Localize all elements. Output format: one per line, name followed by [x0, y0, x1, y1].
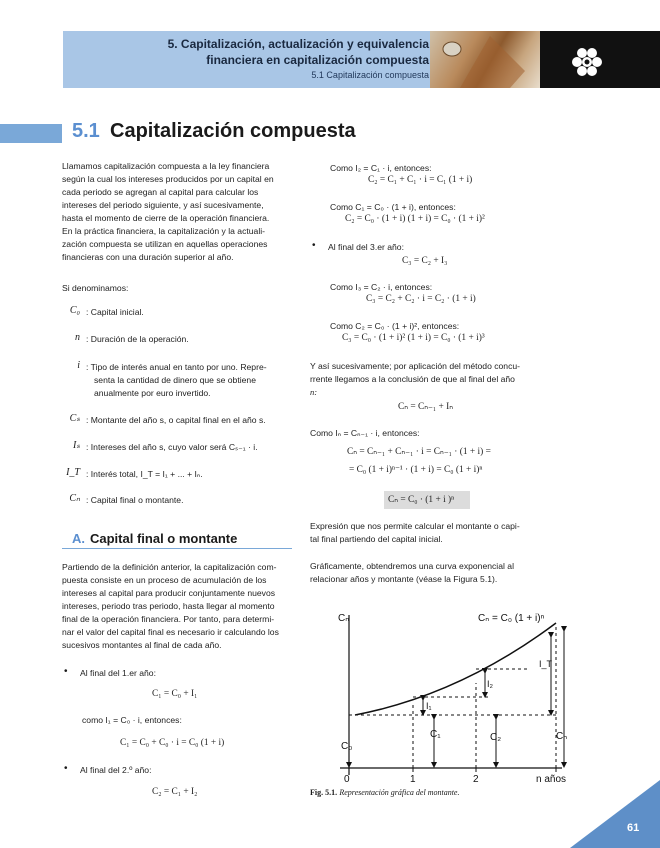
def-symbol: Cₛ — [69, 413, 80, 424]
figure-caption — [310, 788, 459, 797]
equation: C₃ = C₀ · (1 + i)² (1 + i) = C₀ · (1 + i)³ — [342, 333, 485, 343]
x-tick-label: 2 — [473, 774, 479, 785]
bullet-text: Al final del 3.er año: — [328, 242, 404, 252]
para-line: puesta consiste en un proceso de acumulación de los — [62, 575, 267, 585]
def-line: anualmente por euro invertido. — [94, 388, 211, 398]
hexagon-logo-icon — [540, 31, 660, 88]
graph-paragraph — [310, 560, 542, 586]
caption-label: Fig. 5.1. — [310, 788, 338, 797]
c1-label: C₁ — [430, 729, 441, 740]
x-tick-label: 1 — [410, 774, 416, 785]
y-axis-label: Cₙ — [338, 613, 350, 624]
def-text: : Montante del año s, o capital final en el año s. — [86, 415, 266, 425]
def-text: : Interés total, I_T = I₁ + ... + Iₙ. — [86, 469, 203, 479]
def-text: : Capital final o montante. — [86, 495, 184, 505]
bullet-icon: • — [64, 666, 68, 677]
expression-paragraph — [310, 520, 542, 546]
intro-line: hasta el momento de cierre de la operación financiera. — [62, 213, 270, 223]
subsection-paragraph — [62, 561, 293, 652]
subsection-title: Capital final o montante — [90, 531, 238, 546]
c0-label: C₀ — [341, 741, 353, 752]
caption-text: Representación gráfica del montante. — [339, 788, 460, 797]
para-line: final de la operación financiera. Por tanto, para determi- — [62, 614, 275, 624]
intro-line: En la práctica financiera, la capitalización y la actuali- — [62, 226, 266, 236]
def-line: : Tipo de interés anual en tanto por uno. Repre- — [86, 362, 267, 372]
equation: Cₙ = Cₙ₋₁ + Iₙ — [398, 402, 454, 412]
equation: C₁ = C₀ + I₁ — [152, 689, 198, 699]
bullet-icon: • — [64, 763, 68, 774]
header-section: 5.1 Capitalización compuesta — [311, 70, 429, 80]
intro-line: según la cual los intereses producidos por un capital en — [62, 174, 274, 184]
para-line: Partiendo de la definición anterior, la capitalización com- — [62, 562, 277, 572]
page-header — [63, 31, 660, 88]
equation-intro: Como C₁ = C₀ · (1 + i), entonces: — [330, 202, 456, 212]
cn-label: Cₙ — [556, 731, 568, 742]
subsection-letter: A. — [72, 531, 85, 546]
equation-intro: Como C₂ = C₀ · (1 + i)², entonces: — [330, 321, 460, 331]
def-symbol: Iₛ — [72, 440, 80, 451]
coin-icon — [430, 31, 540, 88]
header-photo — [430, 31, 540, 88]
bullet-text: Al final del 2.º año: — [80, 765, 152, 775]
intro-line: intereses del periodo siguiente, y así sucesivamente, — [62, 200, 264, 210]
conclusion-paragraph — [310, 360, 542, 399]
curve-label: Cₙ = C₀ (1 + i)ⁿ — [478, 613, 545, 624]
def-symbol: n — [75, 332, 80, 343]
equation: C₁ = C₀ + C₀ · i = C₀ (1 + i) — [120, 738, 225, 748]
x-tick-label: 0 — [344, 774, 350, 785]
def-text: : Intereses del año s, cuyo valor será Cₛ₋₁ · i. — [86, 442, 258, 452]
i1-label: I₁ — [426, 701, 432, 711]
intro-paragraph — [62, 160, 293, 264]
section-marker-bar — [0, 124, 62, 143]
equation-intro: Como Iₙ = Cₙ₋₁ · i, entonces: — [310, 428, 420, 438]
equation-intro: como I₁ = C₀ · i, entonces: — [82, 715, 182, 725]
para-line: relacionar años y montante (véase la Figura 5.1). — [310, 574, 498, 584]
page-number: 61 — [627, 822, 640, 834]
i2-label: I₂ — [487, 679, 493, 689]
x-tick-label: n años — [536, 774, 567, 785]
section-title: Capitalización compuesta — [110, 120, 356, 142]
equation: C₂ = C₁ + C₁ · i = C₁ (1 + i) — [368, 175, 473, 185]
para-line: n: — [310, 387, 318, 397]
equation: = C₀ (1 + i)ⁿ⁻¹ · (1 + i) = C₀ (1 + i)ⁿ — [349, 465, 483, 475]
para-line: tal final partiendo del capital inicial. — [310, 534, 443, 544]
equation: C₃ = C₂ + I₃ — [402, 256, 448, 266]
equation: C₂ = C₁ + I₂ — [152, 787, 198, 797]
page-corner — [570, 780, 660, 848]
intro-line: zación compuesta se utilizan en aquellas operaciones — [62, 239, 268, 249]
para-line: rrente llegamos a la conclusión de que al final del año — [310, 374, 515, 384]
boxed-equation: Cₙ = C₀ · (1 + i )ⁿ — [388, 495, 455, 505]
bullet-text: Al final del 1.er año: — [80, 668, 156, 678]
para-line: sucesivos montantes al final de cada año. — [62, 640, 222, 650]
def-symbol: Cₙ — [69, 493, 80, 504]
def-symbol: i — [77, 360, 80, 371]
equation: C₃ = C₂ + C₂ · i = C₂ · (1 + i) — [366, 294, 476, 304]
subsection-underline — [62, 548, 292, 549]
header-chapter-line1: 5. Capitalización, actualización y equivalencia — [167, 37, 429, 51]
c2-label: C₂ — [490, 732, 502, 743]
montante-figure — [330, 605, 580, 785]
para-line: intereses al capital para producir conjuntamente nuevos — [62, 588, 276, 598]
intro-line: Llamamos capitalización compuesta a la ley financiera — [62, 161, 270, 171]
intro-line: cada periodo se agregan al capital para calcular los — [62, 187, 259, 197]
def-text — [86, 361, 293, 400]
def-symbol: I_T — [66, 467, 80, 478]
it-label: I_T — [539, 659, 553, 669]
def-text: : Capital inicial. — [86, 307, 144, 317]
equation: C₂ = C₀ · (1 + i) (1 + i) = C₀ · (1 + i)² — [345, 214, 485, 224]
header-chapter-line2: financiera en capitalización compuesta — [206, 53, 429, 67]
denominamos-text: Si denominamos: — [62, 283, 129, 293]
bullet-icon: • — [312, 240, 316, 251]
def-symbol: C₀ — [69, 305, 80, 316]
para-line: Y así sucesivamente; por aplicación del método concu- — [310, 361, 521, 371]
equation: Cₙ = Cₙ₋₁ + Cₙ₋₁ · i = Cₙ₋₁ · (1 + i) = — [347, 447, 491, 457]
para-line: nar el valor del capital final es necesario ir calculando los — [62, 627, 279, 637]
header-logo-box — [540, 31, 660, 88]
intro-line: financieras con una duración superior al año. — [62, 252, 234, 262]
def-text: : Duración de la operación. — [86, 334, 189, 344]
para-line: Expresión que nos permite calcular el montante o capi- — [310, 521, 520, 531]
equation-intro: Como I₂ = C₁ · i, entonces: — [330, 163, 432, 173]
para-line: intereses, periodo tras periodo, hasta llegar al momento — [62, 601, 275, 611]
def-line: senta la cantidad de dinero que se obtiene — [94, 375, 256, 385]
section-number: 5.1 — [72, 120, 100, 142]
equation-intro: Como I₃ = C₂ · i, entonces: — [330, 282, 433, 292]
para-line: Gráficamente, obtendremos una curva exponencial al — [310, 561, 514, 571]
